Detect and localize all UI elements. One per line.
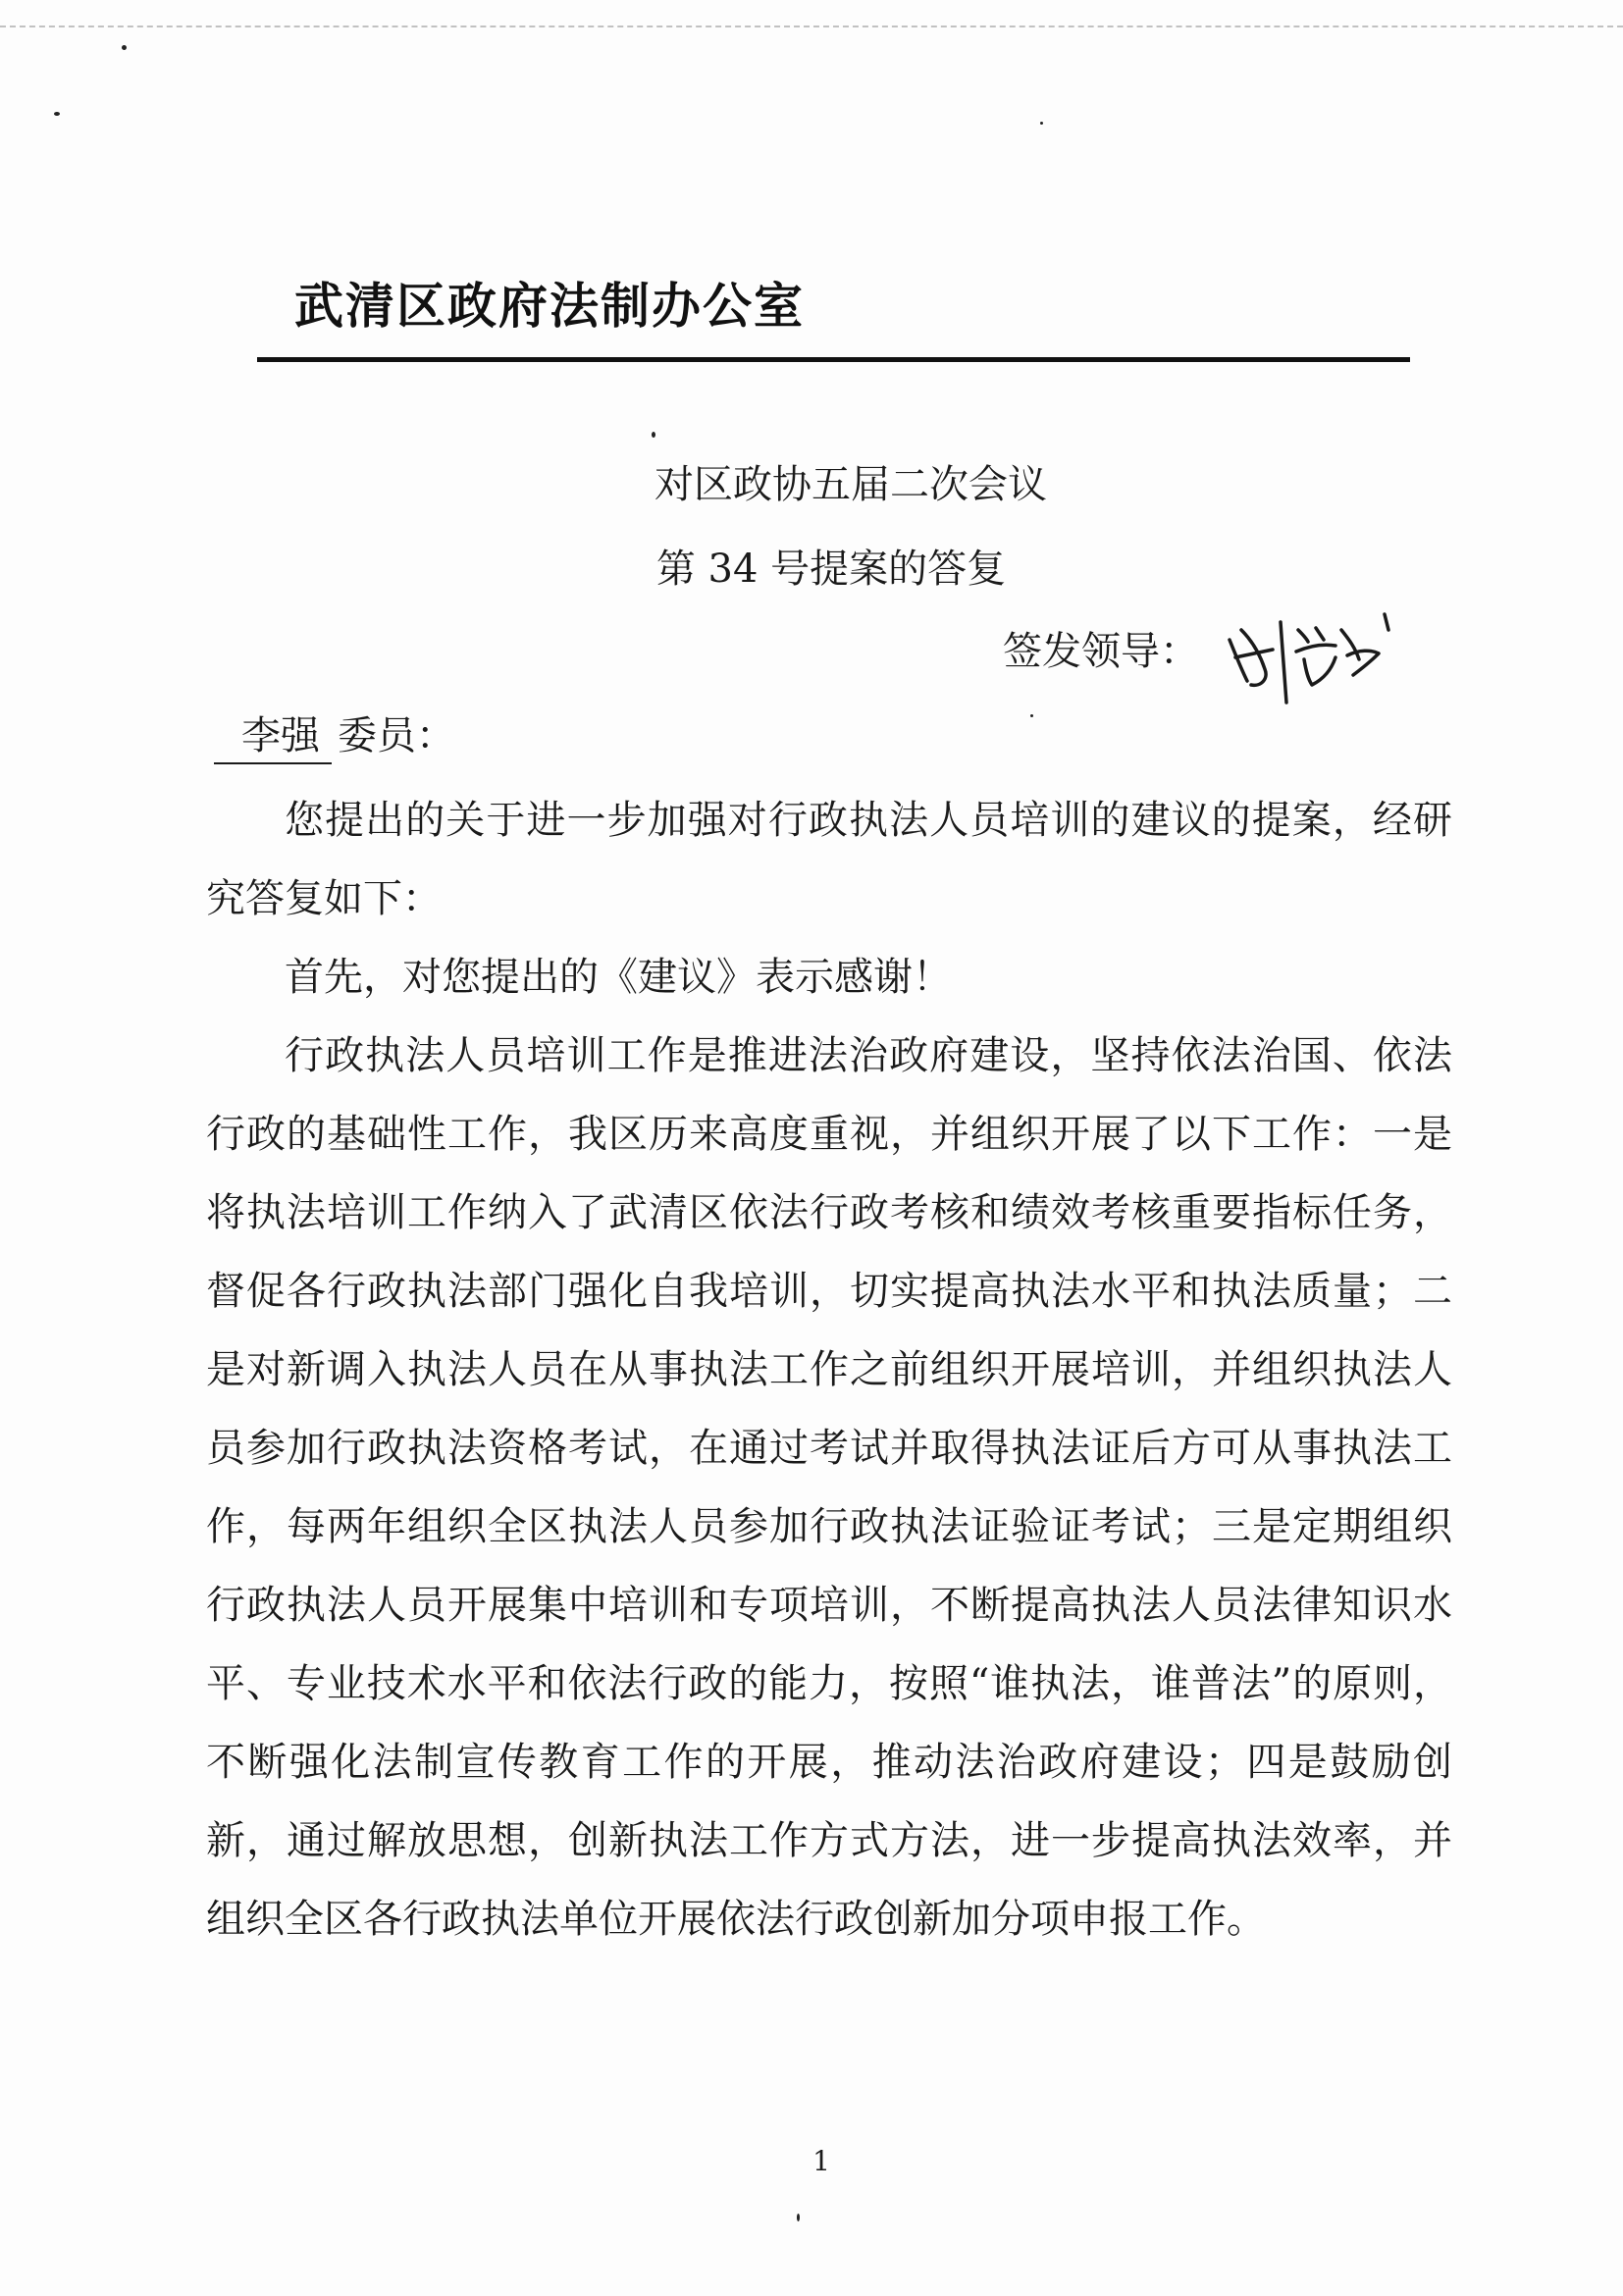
issuing-organization: 武清区政府法制办公室 xyxy=(294,278,805,335)
header-rule xyxy=(257,357,1410,362)
scan-speck xyxy=(1040,122,1043,125)
page-number: 1 xyxy=(812,2145,830,2177)
scan-speck xyxy=(1030,714,1033,717)
document-title-line-2: 第 34 号提案的答复 xyxy=(655,547,1007,592)
salutation xyxy=(214,704,455,764)
scan-speck xyxy=(54,112,60,116)
scan-speck xyxy=(797,2214,800,2221)
scan-speck xyxy=(652,432,655,438)
signature-image xyxy=(1222,600,1398,708)
scan-speck xyxy=(122,45,127,50)
addressee-name: 李强 xyxy=(214,704,332,764)
body-paragraph: 行政执法人员培训工作是推进法治政府建设，坚持依法治国、依法行政的基础性工作，我区历来高度重视，并组织开展了以下工作：一是将执法培训工作纳入了武清区依法行政考核和绩效考核重要指标任务，督促各行政执法部门强化自我培训，切实提高执法水平和执法质量；二是对新调入执法人员在从事执法工作之前组织开展培训，并组织执法人员参加行政执法资格考试，在通过考试并取得执法证后方可从事执法工作，每两年组织全区执法人员参加行政执法证验证考试；三是定期组织行政执法人员开展集中培训和专项培训，不断提高执法人员法律知识水平、专业技术水平和依法行政的能力，按照“谁执法，谁普法”的原则，不断强化法制宣传教育工作的开展，推动法治政府建设；四是鼓励创新，通过解放思想，创新执法工作方式方法，进一步提高执法效率，并组织全区各行政执法单位开展依法行政创新加分项申报工作。 xyxy=(206,1033,1452,1942)
body-paragraph: 您提出的关于进一步加强对行政执法人员培训的建议的提案，经研究答复如下： xyxy=(206,798,1452,921)
addressee-title: 委员： xyxy=(338,713,455,758)
scan-edge-divider xyxy=(0,26,1623,27)
document-title-line-1: 对区政协五届二次会议 xyxy=(654,462,1047,507)
body-paragraph: 首先，对您提出的《建议》表示感谢！ xyxy=(285,955,952,1000)
reply-body xyxy=(206,781,1452,1958)
signer-label: 签发领导： xyxy=(1003,629,1199,674)
